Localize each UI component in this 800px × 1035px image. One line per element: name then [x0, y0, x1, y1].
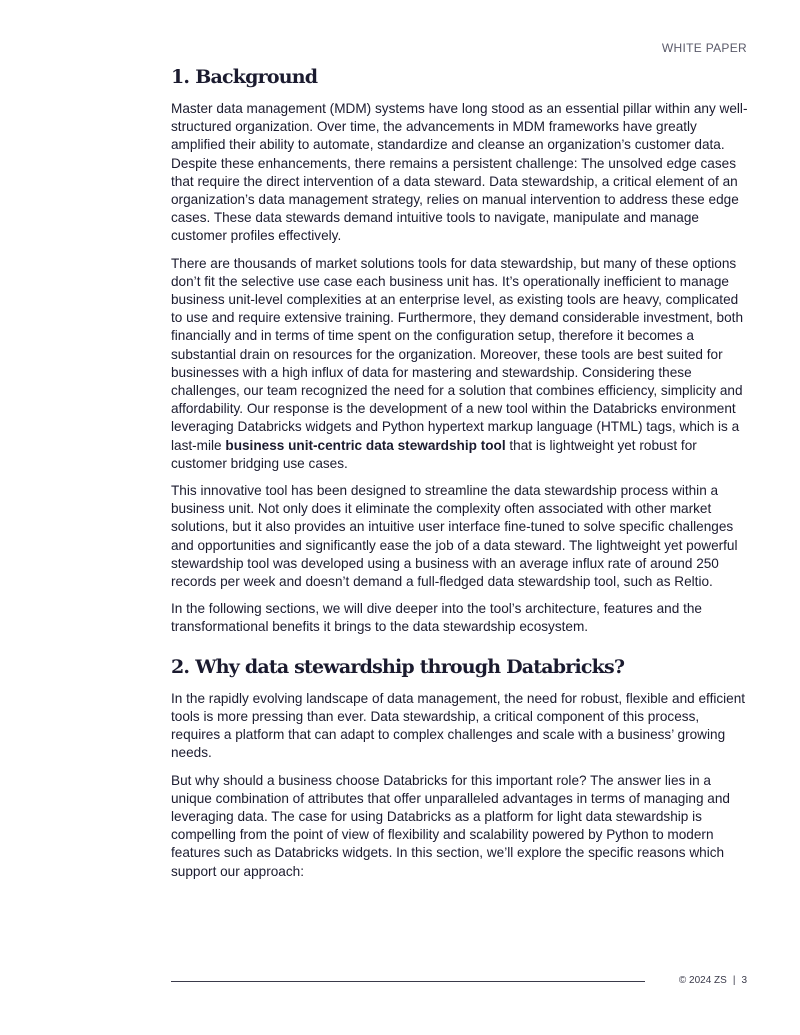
paragraph: In the rapidly evolving landscape of data management, the need for robust, flexible and efficient tools is more pressing than ever. Data stewardship, a critical component of this process, requires a platform that can adapt to complex challenges and scale with a business’ growing needs. — [171, 690, 746, 761]
page-number: 3 — [741, 975, 747, 986]
section-heading-background — [171, 64, 751, 90]
paragraph-text: that is lightweight yet robust for customer bridging use cases. — [171, 437, 697, 471]
document-body — [171, 64, 751, 890]
paragraph: But why should a business choose Databricks for this important role? The answer lies in a unique combination of attributes that offer unparalleled advantages in terms of managing and leveraging data. The case for using Databricks as a platform for light data stewardship is compelling from the point of view of flexibility and scalability powered by Python to modern features such as Databricks widgets. In this section, we’ll explore the specific reasons which support our approach: — [171, 772, 730, 879]
section-number: 1. — [171, 66, 190, 88]
paragraph — [171, 255, 751, 473]
paragraph: In the following sections, we will dive deeper into the tool’s architecture, features and the transformational benefits it brings to the data stewardship ecosystem. — [171, 601, 702, 635]
section-title: Background — [195, 66, 318, 88]
paragraph: Master data management (MDM) systems have long stood as an essential pillar within any well-structured organization. Over time, the advancements in MDM frameworks have greatly amplified their ability to automate, standardize and cleanse an organization’s customer data. Despite these enhancements, there remains a persistent challenge: The unsolved edge cases that require the direct intervention of a data steward. Data stewardship, a critical element of an organization’s data management strategy, relies on manual intervention to address these edge cases. These data stewards demand intuitive tools to navigate, manipulate and manage customer profiles effectively. — [171, 101, 748, 244]
footer-divider — [171, 981, 645, 982]
footer-separator: | — [732, 975, 736, 986]
copyright: © 2024 ZS — [678, 975, 727, 986]
paragraph-text: There are thousands of market solutions tools for data stewardship, but many of these options don’t fit the selective use case each business unit has. It’s operationally inefficient to manage business unit-level complexities at an enterprise level, as existing tools are heavy, complicated to use and require extensive training. Furthermore, they demand considerable investment, both financially and in terms of time spent on the configuration setup, therefore it becomes a substantial drain on resources for the organization. Moreover, these tools are best suited for businesses with a high influx of data for mastering and stewardship. Considering these challenges, our team recognized the need for a solution that combines efficiency, simplicity and affordability. Our response is the development of a new tool within the Databricks environment leveraging Databricks widgets and Python hypertext markup language (HTML) tags, which is a last-mile — [171, 255, 744, 453]
section-number: 2. — [171, 655, 190, 678]
emphasis-text: business unit-centric data stewardship tool — [225, 437, 506, 453]
section-heading-why-databricks — [171, 654, 751, 680]
section-title: Why data stewardship through Databricks? — [195, 655, 625, 678]
paragraph: This innovative tool has been designed to streamline the data stewardship process within a business unit. Not only does it eliminate the complexity often associated with other market solutions, but it also provides an intuitive user interface fine-tuned to solve specific challenges and opportunities and significantly ease the job of a data steward. The lightweight yet powerful stewardship tool was developed using a business with an average influx rate of around 250 records per week and doesn’t demand a full-fledged data stewardship tool, such as Reltio. — [171, 483, 738, 590]
header-label: WHITE PAPER — [661, 41, 747, 55]
footer — [679, 975, 747, 986]
